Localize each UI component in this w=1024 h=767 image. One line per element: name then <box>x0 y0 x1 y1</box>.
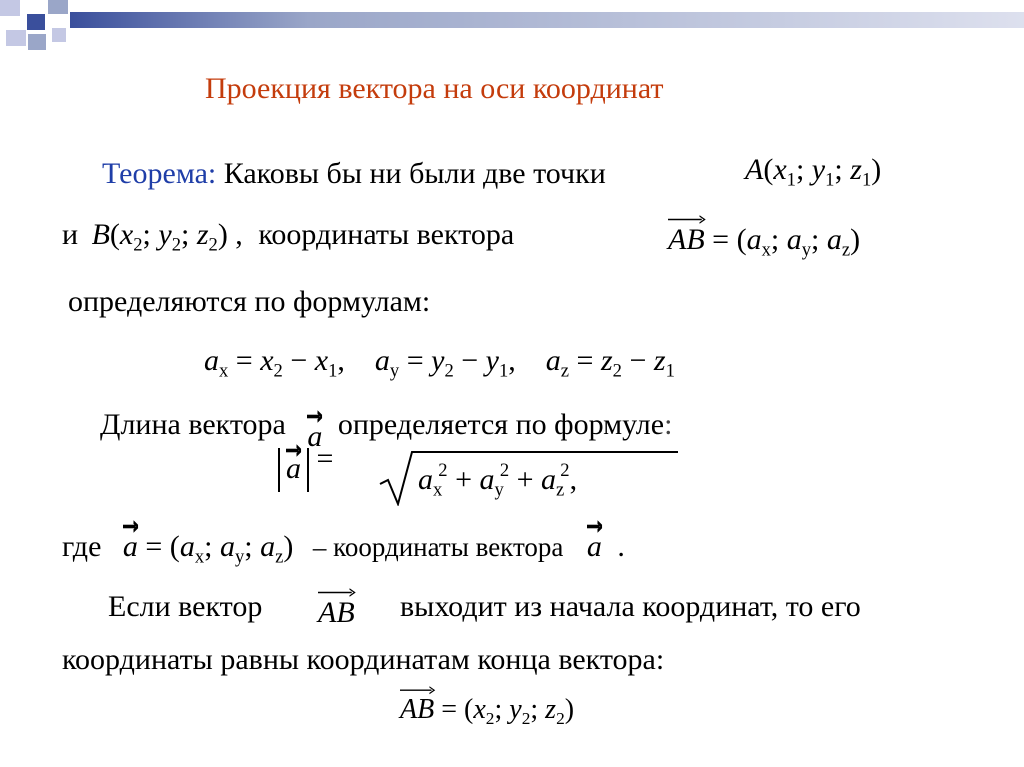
theorem-line-3: определяются по формулам: <box>68 285 431 318</box>
origin-line-1-a: Если вектор <box>108 590 263 623</box>
length-formula: a = $a_x^2 + a_y^2 + a_z^2$, <box>278 448 333 508</box>
vector-a-modulus: a <box>286 454 301 484</box>
length-line: Длина вектора a определяется по формуле: <box>100 408 673 453</box>
vector-a-where-end: a <box>587 530 602 564</box>
where-line: где a = ($a_x$; $a_y$; $a_z$) – координаты вектора a . <box>62 530 625 569</box>
corner-decoration <box>0 0 80 70</box>
theorem-label: Теорема: <box>102 157 217 190</box>
origin-line-2: координаты равны координатам конца вектора: <box>62 643 665 676</box>
where-word: где <box>62 530 102 563</box>
point-a-formula: $A(x_1$; $y_1$; $z_1$) <box>745 153 882 191</box>
theorem-line-1 <box>102 157 606 191</box>
coordinate-formulas: $a_x = x_2 - x_1$, $a_y = y_2 - y_1$, $a_z = z_2 - z_1$ <box>204 344 675 382</box>
vector-a-where: a <box>123 530 138 564</box>
vector-ab-origin: AB <box>318 596 355 630</box>
vector-ab-symbol: AB <box>668 223 705 257</box>
vector-ab-coordinates: AB = ($a_x$; $a_y$; $a_z$) <box>668 223 860 262</box>
point-a-formula-text: A <box>745 153 764 186</box>
origin-formula: AB = ($x_2$; $y_2$; $z_2$) <box>400 694 574 729</box>
page-title: Проекция вектора на оси координат <box>205 72 664 105</box>
theorem-line-2: и $B(x_2$; $y_2$; $z_2$) , координаты вектора <box>62 218 515 256</box>
theorem-text-1: Каковы бы ни были две точки <box>223 157 606 190</box>
theorem-text-2: координаты вектора <box>258 218 515 251</box>
vector-ab-final: AB <box>400 694 434 726</box>
origin-line-1-b: выходит из начала координат, то его <box>400 590 861 623</box>
vector-a-symbol: a <box>307 420 322 454</box>
length-text-a: Длина вектора <box>100 408 286 441</box>
length-text-b: определяется по формуле <box>337 408 665 441</box>
where-text: – координаты вектора <box>312 532 564 562</box>
origin-vector-ab <box>318 596 355 630</box>
decor-top-bar <box>70 12 1024 28</box>
conjunction-and: и <box>62 218 79 251</box>
